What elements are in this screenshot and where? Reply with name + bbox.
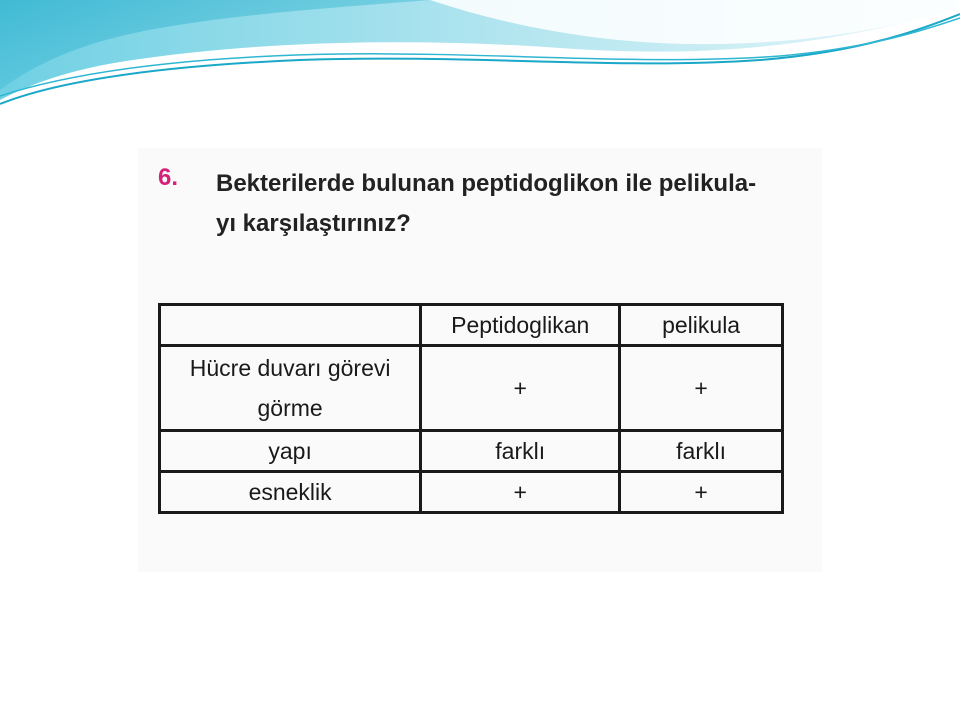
table-row bbox=[160, 431, 783, 472]
row-label-cell-wall: Hücre duvarı görevi görme bbox=[160, 346, 421, 431]
table-header-row bbox=[160, 305, 783, 346]
row-label-esneklik: esneklik bbox=[160, 472, 421, 513]
cell-value: farklı bbox=[620, 431, 783, 472]
question-number: 6. bbox=[158, 164, 179, 191]
comparison-table bbox=[158, 303, 784, 514]
table-row bbox=[160, 346, 783, 431]
row-label-yapi: yapı bbox=[160, 431, 421, 472]
header-cell-peptidoglikan: Peptidoglikan bbox=[421, 305, 620, 346]
cell-value: + bbox=[620, 346, 783, 431]
table-row bbox=[160, 472, 783, 513]
question-text: Bekterilerde bulunan peptidoglikon ile pelikula- yı karşılaştırınız? bbox=[216, 170, 757, 237]
cell-value: + bbox=[620, 472, 783, 513]
cell-value: + bbox=[421, 472, 620, 513]
header-cell-pelikula: pelikula bbox=[620, 305, 783, 346]
cell-value: + bbox=[421, 346, 620, 431]
question-card bbox=[138, 148, 822, 572]
header-wave-decoration bbox=[0, 0, 960, 120]
cell-value: farklı bbox=[421, 431, 620, 472]
header-cell-empty bbox=[160, 305, 421, 346]
